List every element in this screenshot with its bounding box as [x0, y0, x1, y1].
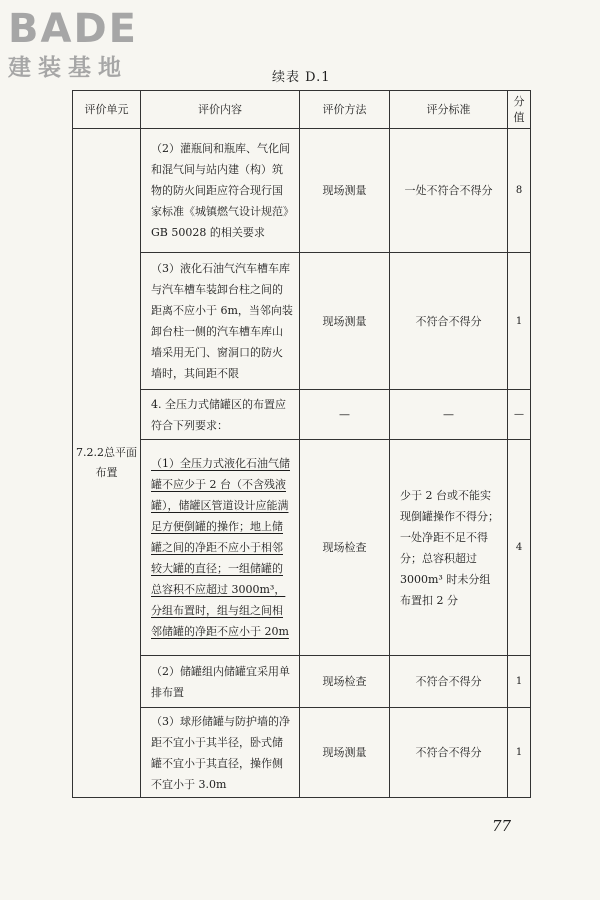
standard-cell: 不符合不得分: [390, 708, 508, 798]
standard-cell: 一处不符合不得分: [390, 129, 508, 253]
header-standard: 评分标准: [390, 91, 508, 129]
table-row: [73, 440, 531, 656]
score-cell: 1: [508, 708, 531, 798]
method-cell: 现场检查: [300, 656, 390, 708]
score-cell: 1: [508, 253, 531, 390]
table-header-row: [73, 91, 531, 129]
header-method: 评价方法: [300, 91, 390, 129]
content-cell: （2）储罐组内储罐宜采用单排布置: [141, 656, 300, 708]
method-cell: 现场测量: [300, 708, 390, 798]
table-row: [73, 390, 531, 440]
score-cell: 1: [508, 656, 531, 708]
content-cell: （3）液化石油气汽车槽车库与汽车槽车装卸台柱之间的距离不应小于 6m，当邻向装卸台柱一侧的汽车槽车库山墙采用无门、窗洞口的防火墙时，其间距不限: [141, 253, 300, 390]
standard-cell: —: [390, 390, 508, 440]
table-row: [73, 708, 531, 798]
header-score: 分值: [508, 91, 531, 129]
standard-cell: 少于 2 台或不能实现倒罐操作不得分；一处净距不足不得分；总容积超过 3000m³ 时未分组布置扣 2 分: [390, 440, 508, 656]
evaluation-table: [72, 90, 531, 798]
method-cell: —: [300, 390, 390, 440]
page-number: 77: [492, 817, 512, 835]
table-row: [73, 129, 531, 253]
logo-main-text: BADE: [8, 6, 138, 52]
unit-cell: 7.2.2总平面布置: [73, 129, 141, 798]
header-content: 评价内容: [141, 91, 300, 129]
header-unit: 评价单元: [73, 91, 141, 129]
standard-cell: 不符合不得分: [390, 253, 508, 390]
content-cell: （3）球形储罐与防护墙的净距不宜小于其半径，卧式储罐不宜小于其直径，操作侧不宜小于 3.0m: [141, 708, 300, 798]
highlighted-requirement-text: （1）全压力式液化石油气储罐不应少于 2 台（不含残液罐），储罐区管道设计应能满足方便倒罐的操作；地上储罐之间的净距不应小于相邻较大罐的直径；一组储罐的总容积不应超过 3000m³，分组布置时，组与组之间相邻储罐的净距不应小于 20m: [151, 457, 290, 638]
content-cell: [141, 440, 300, 656]
method-cell: 现场测量: [300, 129, 390, 253]
bade-logo: [8, 6, 183, 82]
score-cell: 4: [508, 440, 531, 656]
table-row: [73, 253, 531, 390]
score-cell: 8: [508, 129, 531, 253]
standard-cell: 不符合不得分: [390, 656, 508, 708]
content-cell: （2）灌瓶间和瓶库、气化间和混气间与站内建（构）筑物的防火间距应符合现行国家标准《城镇燃气设计规范》GB 50028 的相关要求: [141, 129, 300, 253]
method-cell: 现场检查: [300, 440, 390, 656]
score-cell: —: [508, 390, 531, 440]
logo-sub-text: 建装基地: [8, 55, 128, 81]
table-row: [73, 656, 531, 708]
method-cell: 现场测量: [300, 253, 390, 390]
content-cell: 4. 全压力式储罐区的布置应符合下列要求：: [141, 390, 300, 440]
table-title: 续表 D.1: [272, 70, 331, 85]
